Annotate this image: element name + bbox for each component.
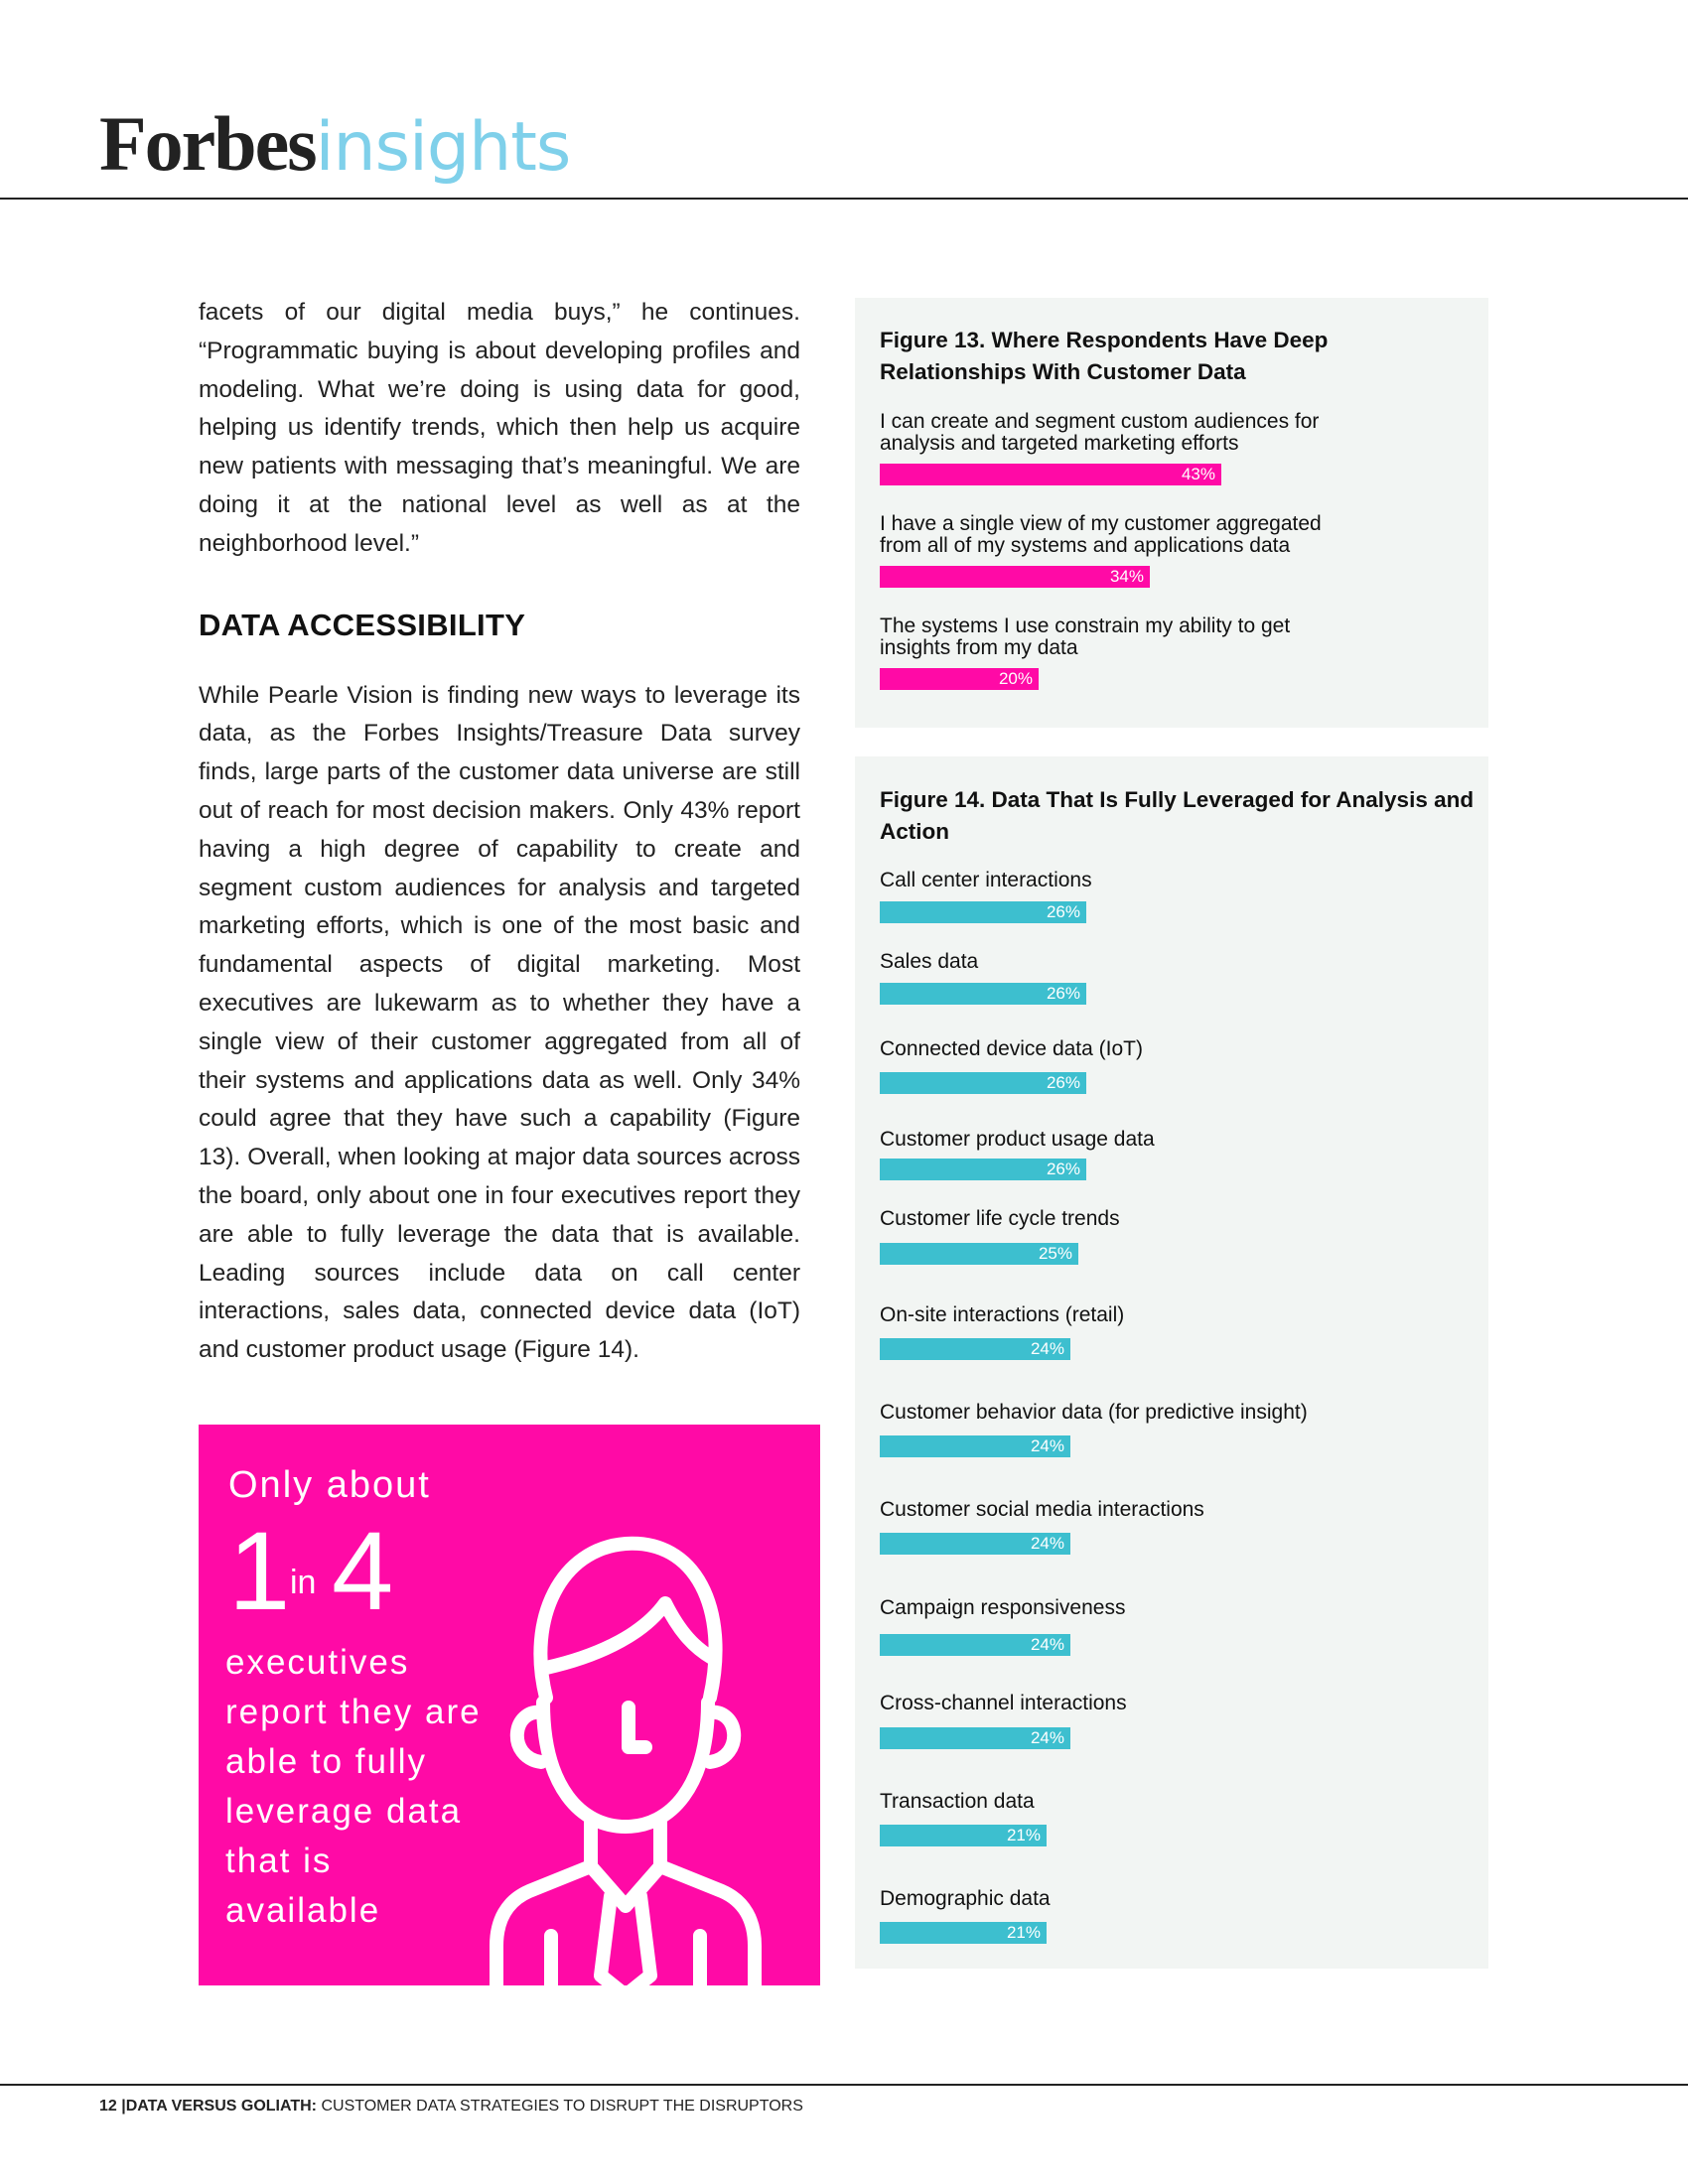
paragraph-1: facets of our digital media buys,” he continues. “Programmatic buying is about developing profiles and modeling. What we’re doing is using data for good, helping us identify trends, which then help us acquire new patients with messaging that’s meaningful. We are doing it at the national level as well as at the neighborhood level.” bbox=[199, 299, 800, 557]
bar bbox=[880, 1825, 1047, 1846]
logo-forbes: Forbes bbox=[99, 100, 316, 187]
bar-value-label: 21% bbox=[1006, 1826, 1041, 1844]
bar bbox=[880, 1634, 1070, 1656]
callout-big-number-4: 4 bbox=[332, 1509, 394, 1633]
bar-label: I have a single view of my customer aggregated from all of my systems and applications data bbox=[880, 512, 1322, 557]
bar-value-label: 34% bbox=[1109, 567, 1144, 586]
bar-value-label: 24% bbox=[1030, 1339, 1064, 1358]
bar-label: Connected device data (IoT) bbox=[880, 1037, 1143, 1060]
bar-label: Customer product usage data bbox=[880, 1128, 1155, 1151]
bar-value-label: 24% bbox=[1030, 1728, 1064, 1747]
bar bbox=[880, 1922, 1047, 1944]
bar bbox=[880, 566, 1150, 588]
bar-value-label: 20% bbox=[998, 669, 1033, 688]
footer-rule bbox=[0, 2084, 1688, 2086]
bar bbox=[880, 1072, 1086, 1094]
bar-value-label: 43% bbox=[1181, 465, 1215, 483]
bar bbox=[880, 668, 1039, 690]
bar-label: Call center interactions bbox=[880, 869, 1092, 891]
figure-13-panel bbox=[855, 298, 1488, 728]
bar bbox=[880, 1727, 1070, 1749]
bar-value-label: 21% bbox=[1006, 1923, 1041, 1942]
page-number: 12 bbox=[99, 2098, 117, 2115]
page-footer: 12 |DATA VERSUS GOLIATH: CUSTOMER DATA STRATEGIES TO DISRUPT THE DISRUPTORS bbox=[99, 2098, 803, 2115]
callout-line1: Only about bbox=[228, 1464, 431, 1506]
bar-value-label: 26% bbox=[1046, 1160, 1080, 1178]
bar-label: Demographic data bbox=[880, 1887, 1051, 1910]
businessman-icon bbox=[452, 1499, 789, 1985]
callout-text: executives report they are able to fully leverage data that is available bbox=[225, 1643, 482, 1930]
footer-title-bold: DATA VERSUS GOLIATH: bbox=[125, 2098, 318, 2115]
bar-value-label: 26% bbox=[1046, 984, 1080, 1003]
figure-14-title: Figure 14. Data That Is Fully Leveraged for Analysis and Action bbox=[880, 787, 1475, 844]
bar-value-label: 24% bbox=[1030, 1436, 1064, 1455]
bar bbox=[880, 464, 1221, 485]
logo-insights: insights bbox=[315, 108, 571, 187]
bar bbox=[880, 1159, 1086, 1180]
bar-value-label: 26% bbox=[1046, 902, 1080, 921]
bar bbox=[880, 1435, 1070, 1457]
section-heading: DATA ACCESSIBILITY bbox=[199, 607, 526, 642]
bar-value-label: 24% bbox=[1030, 1635, 1064, 1654]
paragraph-2: While Pearle Vision is finding new ways to leverage its data, as the Forbes Insights/Treasure Data survey finds, large parts of the customer data universe are still out of reach for most decision makers. Only 43% report having a high degree of capability to create and segment custom audiences for analysis and targeted marketing efforts, which is one of the most basic and fundamental aspects of digital marketing. Most executives are lukewarm as to whether they have a single view of their customer aggregated from all of their systems and applications data as well. Only 34% could agree that they have such a capability (Figure 13). Overall, when looking at major data sources across the board, only about one in four executives report they are able to fully leverage the data that is available. Leading sources include data on call center interactions, sales data, connected device data (IoT) and customer product usage (Figure 14). bbox=[199, 681, 800, 1364]
bar bbox=[880, 901, 1086, 923]
bar-label: Cross-channel interactions bbox=[880, 1692, 1127, 1714]
article-body bbox=[199, 294, 800, 1370]
header-rule bbox=[0, 198, 1688, 200]
bar-label: I can create and segment custom audiences for analysis and targeted marketing efforts bbox=[880, 410, 1320, 455]
bar-value-label: 25% bbox=[1038, 1244, 1072, 1263]
bar-label: Campaign responsiveness bbox=[880, 1596, 1126, 1619]
footer-title-rest: CUSTOMER DATA STRATEGIES TO DISRUPT THE DISRUPTORS bbox=[317, 2098, 803, 2115]
bar bbox=[880, 1243, 1078, 1265]
bar bbox=[880, 983, 1086, 1005]
bar-label: The systems I use constrain my ability to get insights from my data bbox=[880, 614, 1291, 659]
callout-in: in bbox=[290, 1564, 317, 1601]
bar bbox=[880, 1533, 1070, 1555]
bar-label: Customer life cycle trends bbox=[880, 1207, 1120, 1230]
bar-label: Customer behavior data (for predictive insight) bbox=[880, 1401, 1308, 1424]
bar-value-label: 24% bbox=[1030, 1534, 1064, 1553]
bar bbox=[880, 1338, 1070, 1360]
bar-label: Transaction data bbox=[880, 1790, 1035, 1813]
forbes-insights-logo bbox=[99, 99, 570, 189]
callout-box bbox=[199, 1425, 820, 1985]
bar-label: Customer social media interactions bbox=[880, 1498, 1204, 1521]
figure-13-title: Figure 13. Where Respondents Have Deep Relationships With Customer Data bbox=[880, 328, 1329, 384]
callout-big-number-1: 1 bbox=[228, 1509, 291, 1633]
bar-label: Sales data bbox=[880, 950, 979, 973]
bar-value-label: 26% bbox=[1046, 1073, 1080, 1092]
figure-14-panel bbox=[855, 756, 1488, 1969]
bar-label: On-site interactions (retail) bbox=[880, 1303, 1125, 1326]
